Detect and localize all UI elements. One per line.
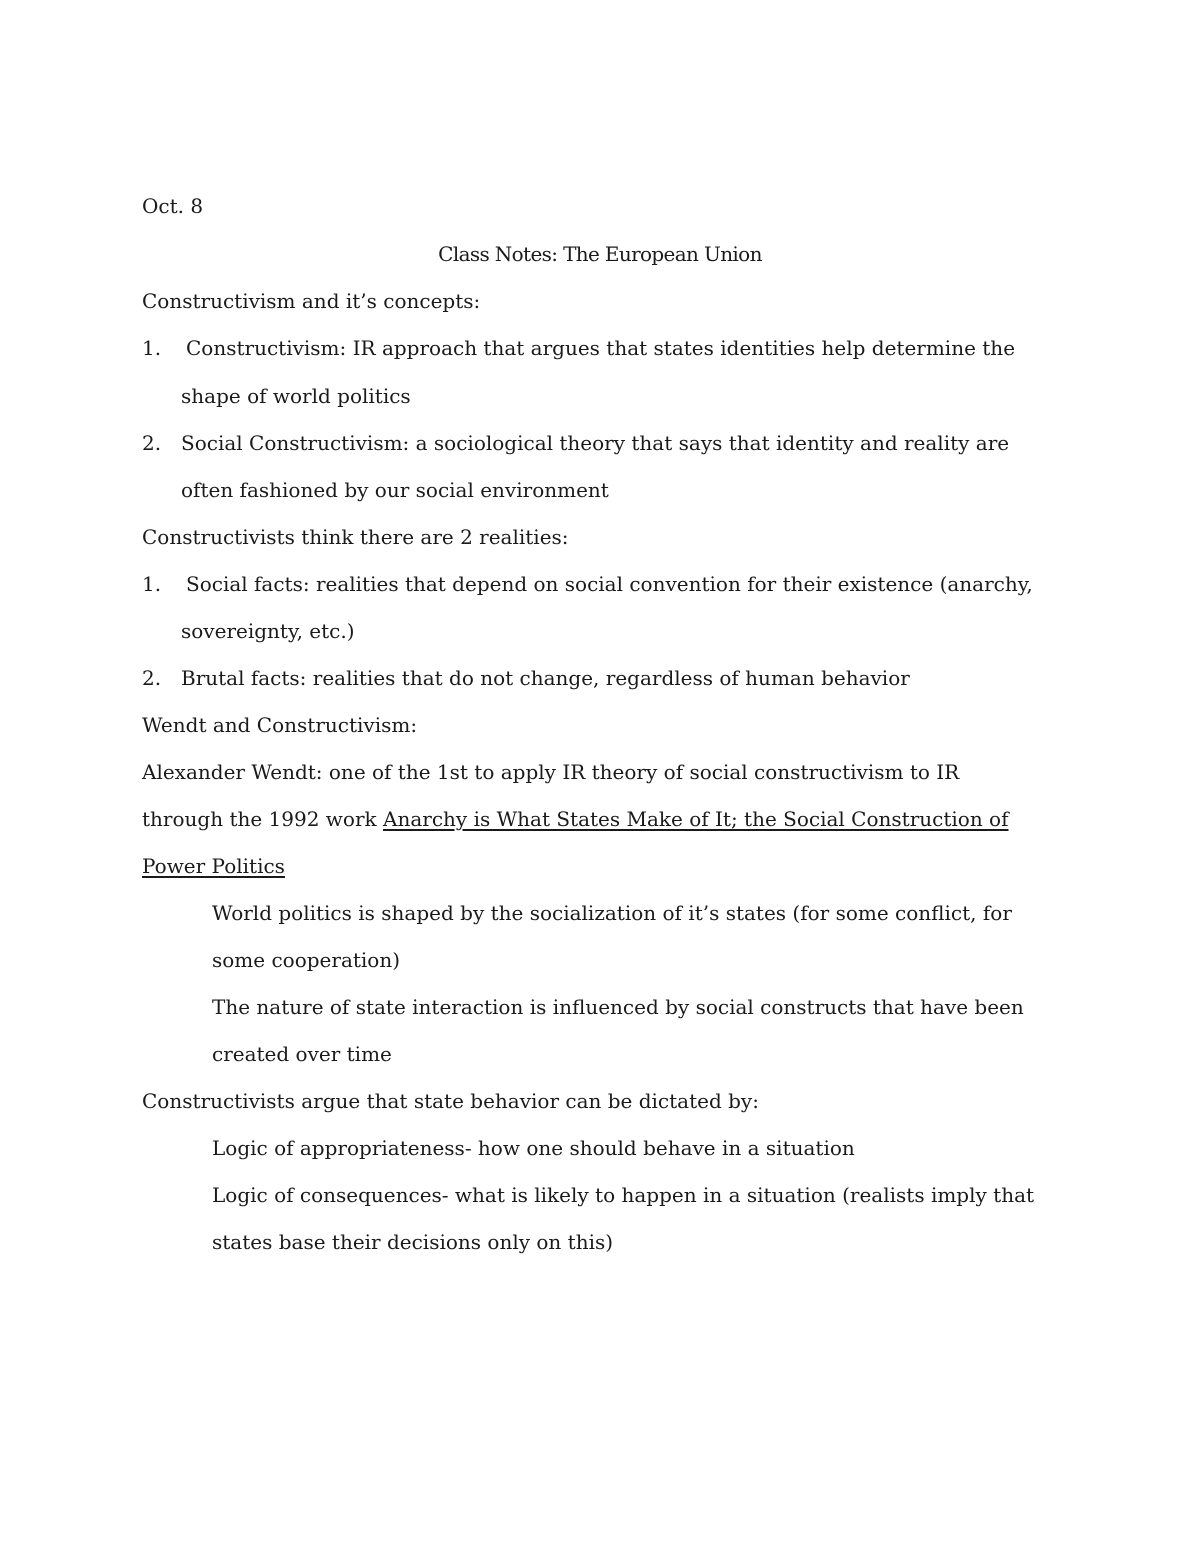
section-heading-concepts: Constructivism and it’s concepts: [142,289,481,313]
point-text-continued: states base their decisions only on this) [212,1230,614,1254]
list-number: 2. [142,431,162,455]
point-text-continued: created over time [212,1042,392,1066]
page-title: Class Notes: The European Union [438,242,762,266]
list-number: 1. [142,572,162,596]
point-text: World politics is shaped by the socialization of it’s states (for some conflict, for [212,901,1012,925]
list-item-text-continued: sovereignty, etc.) [181,619,355,643]
list-item-text-continued: often fashioned by our social environment [181,478,609,502]
list-item-text-continued: shape of world politics [181,384,411,408]
section-heading-behavior: Constructivists argue that state behavior can be dictated by: [142,1089,759,1113]
list-number: 1. [142,336,162,360]
paragraph-line: Alexander Wendt: one of the 1st to apply IR theory of social constructivism to IR [142,760,960,784]
list-item-text: Constructivism: IR approach that argues that states identities help determine the [186,336,1016,360]
work-title-continued: Power Politics [142,854,285,878]
paragraph-prefix: through the 1992 work [142,807,384,831]
point-text-continued: some cooperation) [212,948,401,972]
work-title: Anarchy is What States Make of It; the Social Construction of [383,807,1009,831]
point-text: The nature of state interaction is influenced by social constructs that have been [212,995,1024,1019]
list-number: 2. [142,666,162,690]
point-text: Logic of consequences- what is likely to happen in a situation (realists imply that [212,1183,1035,1207]
point-text: Logic of appropriateness- how one should behave in a situation [212,1136,855,1160]
date: Oct. 8 [142,194,204,218]
list-item-text: Social facts: realities that depend on social convention for their existence (anarchy, [186,572,1033,596]
section-heading-wendt: Wendt and Constructivism: [142,713,418,737]
list-item-text: Social Constructivism: a sociological theory that says that identity and reality are [181,431,1010,455]
section-heading-realities: Constructivists think there are 2 realities: [142,525,569,549]
paragraph-line [142,806,1009,832]
list-item-text: Brutal facts: realities that do not change, regardless of human behavior [181,666,910,690]
